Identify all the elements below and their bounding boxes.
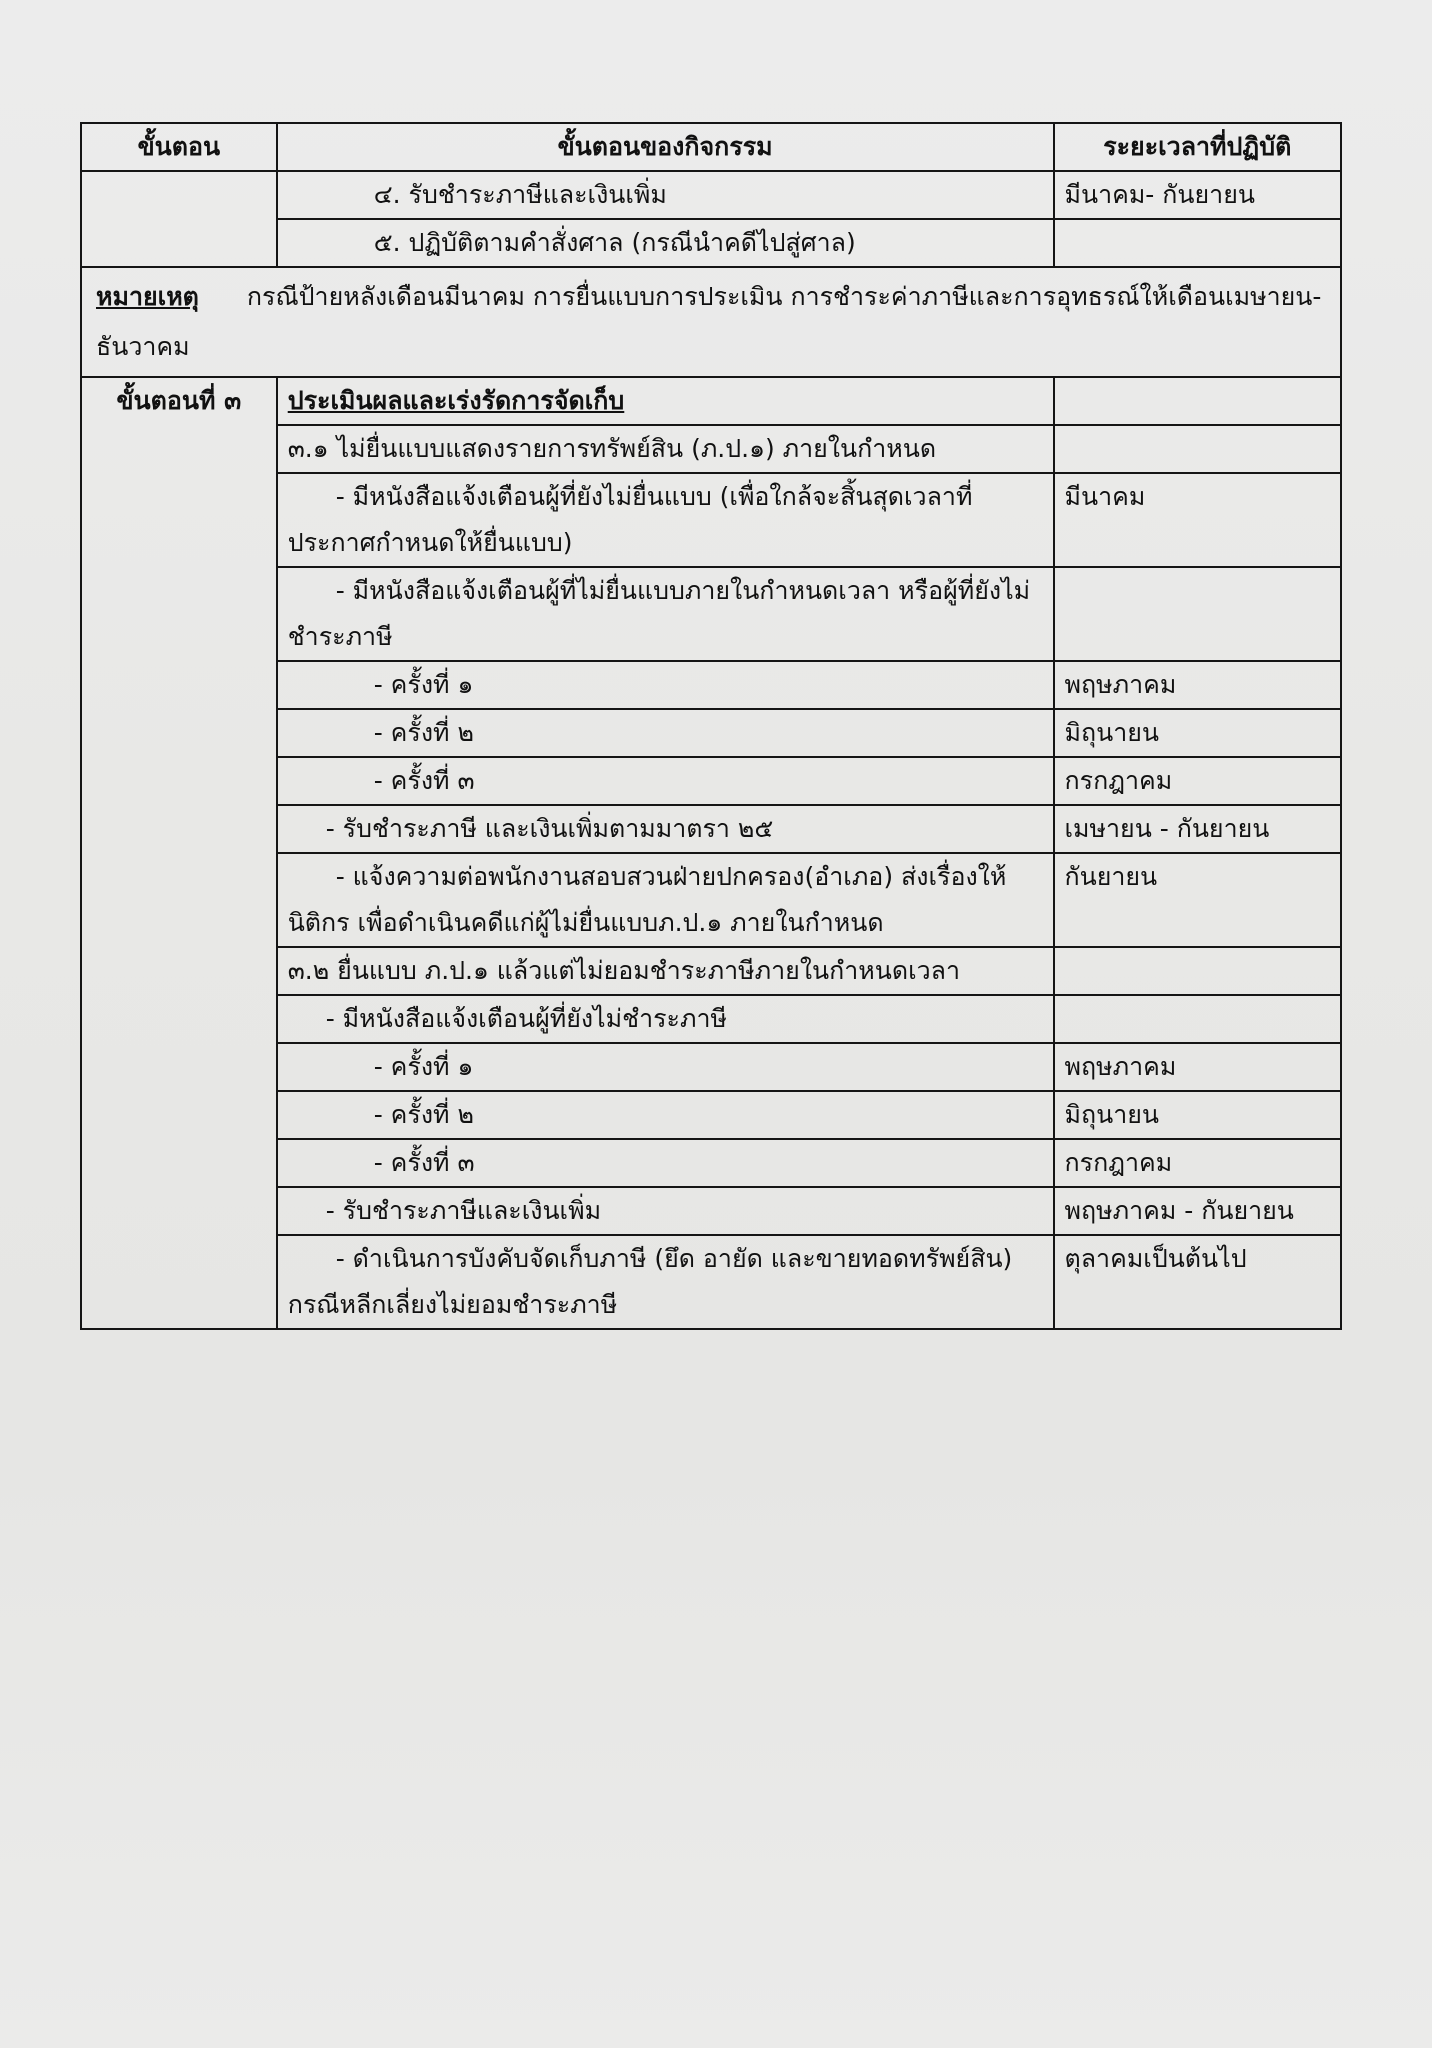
period-cell: กันยายน <box>1054 853 1342 947</box>
activity-cell: ๓.๑ ไม่ยื่นแบบแสดงรายการทรัพย์สิน (ภ.ป.๑) ภายในกำหนด <box>277 425 1054 473</box>
activity-cell: - ครั้งที่ ๓ <box>277 757 1054 805</box>
section-title-cell <box>277 377 1054 425</box>
step-3-label: ขั้นตอนที่ ๓ <box>81 377 277 1329</box>
table-row <box>81 171 1341 219</box>
activity-cell: - รับชำระภาษี และเงินเพิ่มตามมาตรา ๒๕ <box>277 805 1054 853</box>
period-cell <box>1054 219 1342 267</box>
period-cell: พฤษภาคม <box>1054 661 1342 709</box>
period-cell: เมษายน - กันยายน <box>1054 805 1342 853</box>
activity-cell: - ครั้งที่ ๒ <box>277 709 1054 757</box>
period-cell: กรกฎาคม <box>1054 757 1342 805</box>
activity-cell: - แจ้งความต่อพนักงานสอบสวนฝ่ายปกครอง(อำเภอ) ส่งเรื่องให้นิติกร เพื่อดำเนินคดีแก่ผู้ไม่ยื่นแบบภ.ป.๑ ภายในกำหนด <box>277 853 1054 947</box>
period-cell: มิถุนายน <box>1054 1091 1342 1139</box>
activity-cell: ๓.๒ ยื่นแบบ ภ.ป.๑ แล้วแต่ไม่ยอมชำระภาษีภายในกำหนดเวลา <box>277 947 1054 995</box>
note-label: หมายเหตุ <box>96 282 199 311</box>
table-row <box>81 377 1341 425</box>
table-header-row <box>81 123 1341 171</box>
note-cell <box>81 267 1341 377</box>
period-cell: พฤษภาคม <box>1054 1043 1342 1091</box>
period-cell: มีนาคม- กันยายน <box>1054 171 1342 219</box>
activity-cell: - มีหนังสือแจ้งเตือนผู้ที่ยังไม่ชำระภาษี <box>277 995 1054 1043</box>
period-cell: ตุลาคมเป็นต้นไป <box>1054 1235 1342 1329</box>
activity-cell: - รับชำระภาษีและเงินเพิ่ม <box>277 1187 1054 1235</box>
activity-cell: - มีหนังสือแจ้งเตือนผู้ที่ไม่ยื่นแบบภายในกำหนดเวลา หรือผู้ที่ยังไม่ชำระภาษี <box>277 567 1054 661</box>
activity-cell: - ครั้งที่ ๒ <box>277 1091 1054 1139</box>
activity-cell: ๔. รับชำระภาษีและเงินเพิ่ม <box>277 171 1054 219</box>
section-title: ประเมินผลและเร่งรัดการจัดเก็บ <box>287 386 625 415</box>
activity-cell: - ครั้งที่ ๑ <box>277 1043 1054 1091</box>
period-cell: มีนาคม <box>1054 473 1342 567</box>
header-activity: ขั้นตอนของกิจกรรม <box>277 123 1054 171</box>
activity-cell: ๕. ปฏิบัติตามคำสั่งศาล (กรณีนำคดีไปสู่ศาล) <box>277 219 1054 267</box>
period-cell <box>1054 995 1342 1043</box>
header-step: ขั้นตอน <box>81 123 277 171</box>
note-row <box>81 267 1341 377</box>
period-cell: มิถุนายน <box>1054 709 1342 757</box>
period-cell: กรกฎาคม <box>1054 1139 1342 1187</box>
period-cell <box>1054 947 1342 995</box>
header-period: ระยะเวลาที่ปฏิบัติ <box>1054 123 1342 171</box>
activity-cell: - ครั้งที่ ๓ <box>277 1139 1054 1187</box>
step-cell-empty <box>81 171 277 267</box>
period-cell <box>1054 425 1342 473</box>
activity-cell: - ครั้งที่ ๑ <box>277 661 1054 709</box>
period-cell <box>1054 567 1342 661</box>
activity-schedule-table <box>80 122 1342 1330</box>
period-cell: พฤษภาคม - กันยายน <box>1054 1187 1342 1235</box>
period-cell <box>1054 377 1342 425</box>
note-text: กรณีป้ายหลังเดือนมีนาคม การยื่นแบบการประเมิน การชำระค่าภาษีและการอุทธรณ์ให้เดือนเมษายน-ธันวาคม <box>96 282 1322 361</box>
activity-cell: - มีหนังสือแจ้งเตือนผู้ที่ยังไม่ยื่นแบบ (เพื่อใกล้จะสิ้นสุดเวลาที่ประกาศกำหนดให้ยื่นแบบ) <box>277 473 1054 567</box>
activity-cell: - ดำเนินการบังคับจัดเก็บภาษี (ยึด อายัด และขายทอดทรัพย์สิน) กรณีหลีกเลี่ยงไม่ยอมชำระภาษี <box>277 1235 1054 1329</box>
